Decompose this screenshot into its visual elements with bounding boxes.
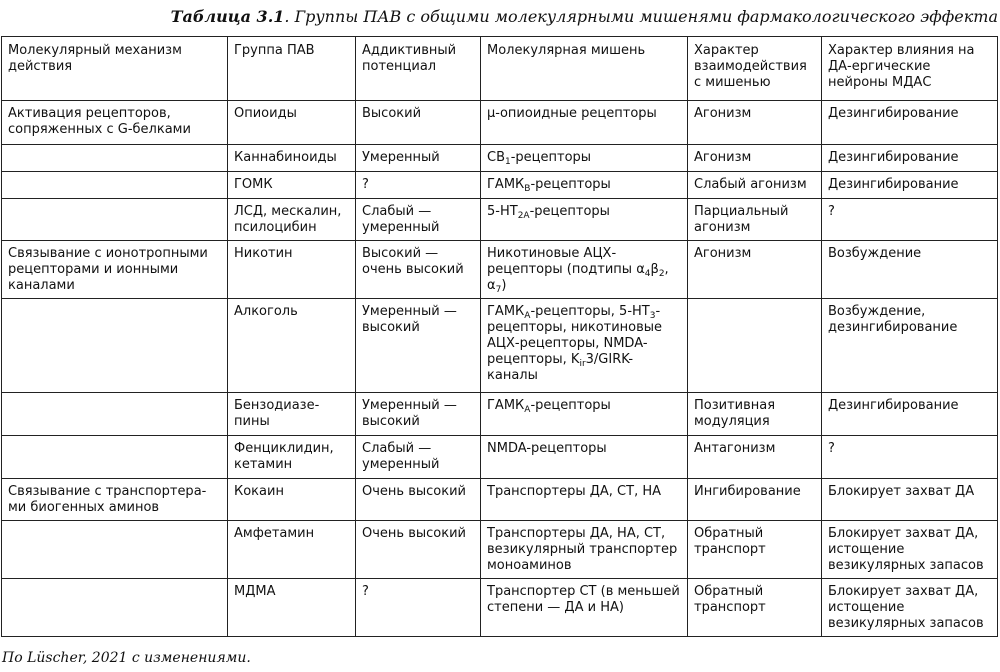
table-caption xyxy=(171,7,998,27)
mechanism-cell xyxy=(2,521,228,579)
mechanism-cell xyxy=(2,393,228,436)
effect-cell: Дезингибирование xyxy=(822,101,998,145)
table-row xyxy=(2,145,998,172)
table-row xyxy=(2,579,998,637)
table-row xyxy=(2,241,998,299)
effect-cell: Блокирует захват ДА, истощение везикулярных запасов xyxy=(822,521,998,579)
interaction-cell: Антагонизм xyxy=(688,436,822,479)
data-table xyxy=(1,36,998,637)
interaction-cell: Агонизм xyxy=(688,101,822,145)
caption-label: Таблица 3.1 xyxy=(170,7,285,26)
effect-cell: Дезингибирование xyxy=(822,393,998,436)
substance-cell: Опиоиды xyxy=(228,101,356,145)
mechanism-cell xyxy=(2,172,228,199)
effect-cell: ? xyxy=(822,199,998,241)
effect-cell: Блокирует захват ДА xyxy=(822,479,998,521)
substance-cell: Каннабиноиды xyxy=(228,145,356,172)
substance-cell: Фенциклидин, кетамин xyxy=(228,436,356,479)
interaction-cell xyxy=(688,299,822,393)
potential-cell: ? xyxy=(356,579,481,637)
substance-cell: МДМА xyxy=(228,579,356,637)
header-cell: Характер взаимодействия с мишенью xyxy=(688,37,822,101)
target-cell: Транспортер СТ (в меньшей степени — ДА и НА) xyxy=(481,579,688,637)
target-cell: μ-опиоидные рецепторы xyxy=(481,101,688,145)
effect-cell: Дезингибирование xyxy=(822,145,998,172)
substance-cell: Амфетамин xyxy=(228,521,356,579)
table-row xyxy=(2,199,998,241)
target-cell: $ГАМК_B$-рецепторы xyxy=(481,172,688,199)
header-cell: Молекулярный механизм действия xyxy=(2,37,228,101)
header-cell: Группа ПАВ xyxy=(228,37,356,101)
potential-cell: Очень высокий xyxy=(356,479,481,521)
header-cell: Характер влияния на ДА-ергические нейроны МДАС xyxy=(822,37,998,101)
potential-cell: ? xyxy=(356,172,481,199)
substance-cell: Бензодиазе-пины xyxy=(228,393,356,436)
table-row xyxy=(2,393,998,436)
interaction-cell: Парциальный агонизм xyxy=(688,199,822,241)
effect-cell: Дезингибирование xyxy=(822,172,998,199)
table-row xyxy=(2,172,998,199)
header-cell: Аддиктивный потенциал xyxy=(356,37,481,101)
interaction-cell: Агонизм xyxy=(688,241,822,299)
mechanism-cell: Связывание с транспортера-ми биогенных аминов xyxy=(2,479,228,521)
target-cell: Никотиновые АЦХ-рецепторы (подтипы $\alpha_4\beta_2$, $\alpha_7$) xyxy=(481,241,688,299)
potential-cell: Высокий — очень высокий xyxy=(356,241,481,299)
potential-cell: Слабый — умеренный xyxy=(356,436,481,479)
potential-cell: Очень высокий xyxy=(356,521,481,579)
table-row xyxy=(2,521,998,579)
effect-cell: Блокирует захват ДА, истощение везикулярных запасов xyxy=(822,579,998,637)
table-body xyxy=(2,101,998,637)
substance-cell: Никотин xyxy=(228,241,356,299)
mechanism-cell: Активация рецепторов, сопряженных с G-белками xyxy=(2,101,228,145)
substance-cell: Кокаин xyxy=(228,479,356,521)
potential-cell: Высокий xyxy=(356,101,481,145)
target-cell: $CB_1$-рецепторы xyxy=(481,145,688,172)
potential-cell: Умеренный — высокий xyxy=(356,393,481,436)
interaction-cell: Обратный транспорт xyxy=(688,521,822,579)
substance-cell: Алкоголь xyxy=(228,299,356,393)
mechanism-cell: Связывание с ионотропными рецепторами и ионными каналами xyxy=(2,241,228,299)
target-cell: NMDA-рецепторы xyxy=(481,436,688,479)
effect-cell: ? xyxy=(822,436,998,479)
source-note: По Lüscher, 2021 с изменениями. xyxy=(2,650,251,666)
interaction-cell: Обратный транспорт xyxy=(688,579,822,637)
target-cell: $ГАМК_A$-рецепторы, $5-HT_3$-рецепторы, никотиновые АЦХ-рецепторы, NMDA-рецепторы, $K_{ir}3/GIRK$-каналы xyxy=(481,299,688,393)
interaction-cell: Слабый агонизм xyxy=(688,172,822,199)
caption-text: . Группы ПАВ с общими молекулярными мишенями фармакологического эффекта xyxy=(284,7,998,26)
mechanism-cell xyxy=(2,579,228,637)
table-row xyxy=(2,479,998,521)
header-cell: Молекулярная мишень xyxy=(481,37,688,101)
interaction-cell: Ингибирование xyxy=(688,479,822,521)
effect-cell: Возбуждение, дезингибирование xyxy=(822,299,998,393)
potential-cell: Умеренный xyxy=(356,145,481,172)
target-cell: $ГАМК_A$-рецепторы xyxy=(481,393,688,436)
substance-cell: ГОМК xyxy=(228,172,356,199)
potential-cell: Умеренный — высокий xyxy=(356,299,481,393)
target-cell: Транспортеры ДА, СТ, НА xyxy=(481,479,688,521)
effect-cell: Возбуждение xyxy=(822,241,998,299)
interaction-cell: Агонизм xyxy=(688,145,822,172)
table-row xyxy=(2,299,998,393)
mechanism-cell xyxy=(2,436,228,479)
target-cell: $5-HT_{2A}$-рецепторы xyxy=(481,199,688,241)
target-cell: Транспортеры ДА, НА, СТ, везикулярный транспортер моноаминов xyxy=(481,521,688,579)
table-row xyxy=(2,436,998,479)
mechanism-cell xyxy=(2,299,228,393)
table-header-row xyxy=(2,37,998,101)
interaction-cell: Позитивная модуляция xyxy=(688,393,822,436)
mechanism-cell xyxy=(2,145,228,172)
substance-cell: ЛСД, мескалин, псилоцибин xyxy=(228,199,356,241)
potential-cell: Слабый — умеренный xyxy=(356,199,481,241)
mechanism-cell xyxy=(2,199,228,241)
table-row xyxy=(2,101,998,145)
